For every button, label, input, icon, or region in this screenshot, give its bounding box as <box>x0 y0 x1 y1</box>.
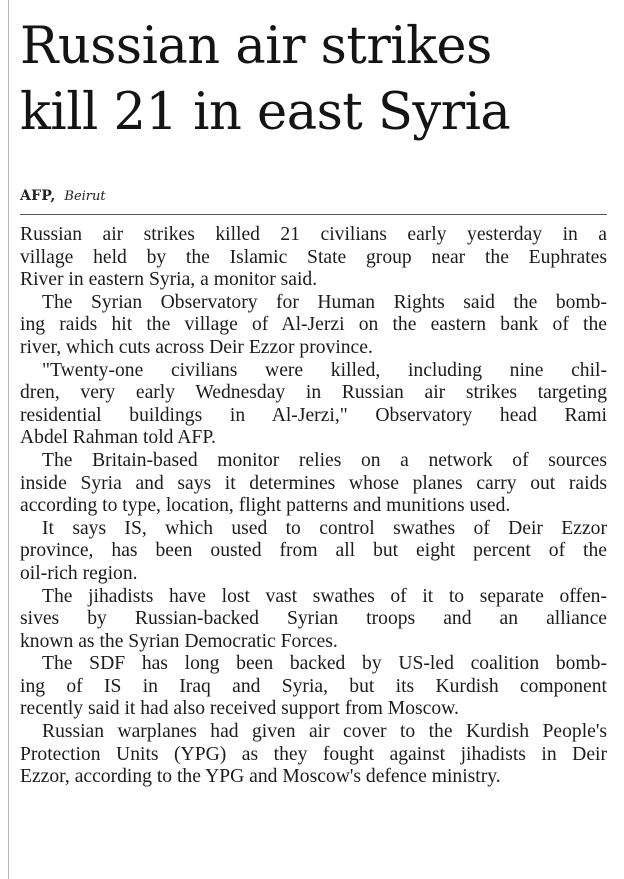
paragraph-line: ing of IS in Iraq and Syria, but its Kurdish component <box>20 675 607 697</box>
article-paragraph <box>20 360 607 450</box>
article-body <box>20 224 607 789</box>
paragraph-line: recently said it had also received support from Moscow. <box>20 698 459 720</box>
byline-city: Beirut <box>64 189 106 204</box>
headline-line: kill 21 in east Syria <box>20 83 511 142</box>
paragraph-line: Russian air strikes killed 21 civilians early yesterday in a <box>20 224 607 245</box>
paragraph-line: River in eastern Syria, a monitor said. <box>20 269 318 291</box>
paragraph-line: "Twenty-one civilians were killed, including nine chil- <box>42 359 607 381</box>
byline <box>20 185 106 207</box>
paragraph-line: dren, very early Wednesday in Russian air strikes targeting <box>20 382 607 404</box>
article-paragraph <box>20 721 607 789</box>
paragraph-line: The jihadists have lost vast swathes of it to separate offen- <box>42 585 607 607</box>
paragraph-line: Ezzor, according to the YPG and Moscow's defence ministry. <box>20 766 501 788</box>
paragraph-line: according to type, location, flight patterns and munitions used. <box>20 495 511 517</box>
paragraph-line: inside Syria and says it determines whose planes carry out raids <box>20 472 607 494</box>
paragraph-line: sives by Russian-backed Syrian troops and an alliance <box>20 608 607 630</box>
paragraph-line: Protection Units (YPG) as they fought against jihadists in Deir <box>20 743 607 765</box>
headline-line: Russian air strikes <box>20 17 492 76</box>
paragraph-line: known as the Syrian Democratic Forces. <box>20 630 338 652</box>
article-paragraph <box>20 450 607 518</box>
byline-divider <box>20 214 607 215</box>
paragraph-line: residential buildings in Al-Jerzi," Observatory head Rami <box>20 404 607 426</box>
article-paragraph <box>20 292 607 360</box>
paragraph-line: river, which cuts across Deir Ezzor province. <box>20 336 373 358</box>
paragraph-line: village held by the Islamic State group near the Euphrates <box>20 246 607 268</box>
paragraph-line: It says IS, which used to control swathes of Deir Ezzor <box>42 517 607 539</box>
paragraph-line: ing raids hit the village of Al-Jerzi on the eastern bank of the <box>20 314 607 336</box>
article-paragraph <box>20 586 607 654</box>
byline-agency: AFP, <box>20 188 56 204</box>
article-paragraph <box>20 224 607 292</box>
column-rule <box>8 0 9 879</box>
paragraph-line: province, has been ousted from all but eight percent of the <box>20 540 607 562</box>
article-paragraph <box>20 518 607 586</box>
paragraph-line: The Syrian Observatory for Human Rights said the bomb- <box>42 291 607 313</box>
paragraph-line: The Britain-based monitor relies on a network of sources <box>42 449 607 471</box>
paragraph-line: Russian warplanes had given air cover to the Kurdish People's <box>42 721 607 743</box>
headline <box>20 14 620 146</box>
paragraph-line: oil-rich region. <box>20 562 138 584</box>
paragraph-line: The SDF has long been backed by US-led coalition bomb- <box>42 653 607 675</box>
paragraph-line: Abdel Rahman told AFP. <box>20 427 216 449</box>
article-paragraph <box>20 653 607 721</box>
